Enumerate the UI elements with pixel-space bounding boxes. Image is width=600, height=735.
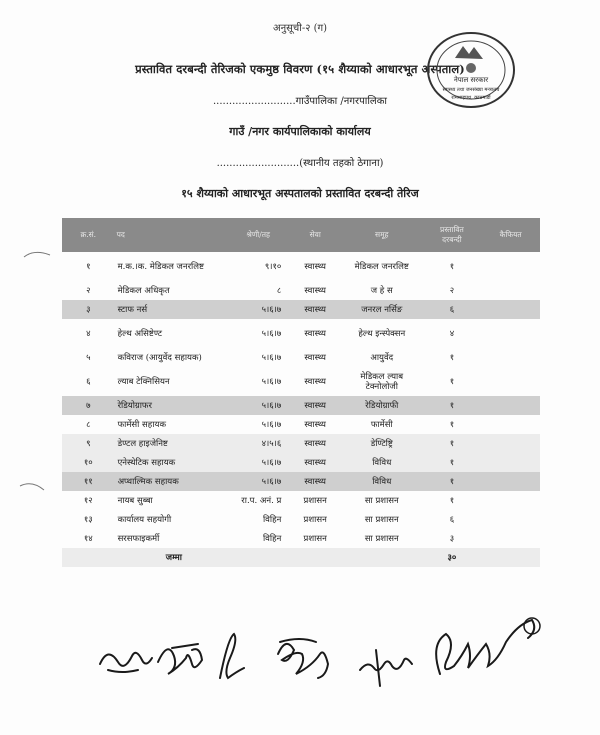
cell-group: ज हे स <box>370 285 393 296</box>
cell-count: १ <box>449 420 455 430</box>
table-row <box>62 453 540 472</box>
cell-post: एनेस्थेटिक सहायक <box>115 453 234 472</box>
cell-sn: ८ <box>86 420 91 430</box>
cell-sn: ५ <box>86 353 91 363</box>
cell-group: मेडिकल ल्याब टेक्नोलोजी <box>360 371 404 392</box>
cell-group: विविध <box>341 472 423 491</box>
cell-service: प्रशासन <box>303 496 327 506</box>
cell-count: १ <box>449 353 455 363</box>
cell-post: नायब सुब्बा <box>117 496 153 506</box>
signatures-area <box>88 604 558 722</box>
cell-remarks <box>481 434 540 453</box>
cell-service: स्वास्थ्य <box>289 453 341 472</box>
cell-count: ६ <box>449 515 455 525</box>
scan-mark-bottom <box>18 478 48 498</box>
cell-sn: १० <box>62 453 115 472</box>
cell-sn <box>62 548 115 567</box>
col-header-group: समूह <box>341 218 423 252</box>
cell-service: प्रशासन <box>303 515 327 525</box>
cell-sn: ७ <box>62 396 115 415</box>
table-row <box>62 491 540 510</box>
cell-class: ५।६।७ <box>233 396 289 415</box>
cell-service: स्वास्थ्य <box>289 472 341 491</box>
cell-remarks <box>481 252 540 281</box>
signature-1 <box>100 653 152 666</box>
cell-post: डेण्टल हाइजेनिष्ट <box>115 434 234 453</box>
cell-class: ५।६।७ <box>233 472 289 491</box>
cell-post: मेडिकल अधिकृत <box>117 286 170 296</box>
cell-service: स्वास्थ्य <box>304 377 326 387</box>
cell-post: स्टाफ नर्स <box>115 300 234 319</box>
cell-class: ८ <box>276 286 282 296</box>
table-row <box>62 319 540 348</box>
cell-class: ४।५।६ <box>233 434 289 453</box>
cell-count: ४ <box>449 329 455 339</box>
cell-count: १ <box>423 396 482 415</box>
cell-service: स्वास्थ्य <box>289 300 341 319</box>
cell-sn: ६ <box>86 377 91 387</box>
cell-class: ५।६।७ <box>261 377 282 387</box>
cell-class: विहिन <box>262 534 282 544</box>
cell-count: ६ <box>423 300 482 319</box>
table-row <box>62 510 540 529</box>
cell-group: फार्मेसी <box>370 419 393 430</box>
seal-text-line3: रामशाहपथ, काठमाडौं <box>451 95 491 101</box>
cell-count: १ <box>449 496 455 506</box>
cell-group: विविध <box>341 453 423 472</box>
cell-remarks <box>481 548 540 567</box>
table-total-row <box>62 548 540 567</box>
cell-service <box>289 548 341 567</box>
address-line: ..........................(स्थानीय तहको ठेगाना) <box>216 158 384 169</box>
table-row <box>62 348 540 367</box>
cell-class: ९।१० <box>264 262 282 272</box>
signature-3 <box>220 634 244 678</box>
cell-sn: १२ <box>83 496 93 506</box>
signature-4 <box>278 644 328 678</box>
table-header-row <box>62 218 540 252</box>
cell-remarks <box>481 491 540 510</box>
cell-class: ५।६।७ <box>261 420 282 430</box>
cell-post: कविराज (आयुर्वेद सहायक) <box>117 353 202 363</box>
table-row <box>62 252 540 281</box>
cell-class: ५।६।७ <box>233 300 289 319</box>
cell-remarks <box>481 319 540 348</box>
staffing-table <box>62 218 540 567</box>
cell-service: स्वास्थ्य <box>304 262 326 272</box>
cell-post: रेडियोग्राफर <box>115 396 234 415</box>
cell-class: ५।६।७ <box>233 453 289 472</box>
cell-remarks <box>481 472 540 491</box>
cell-remarks <box>481 281 540 300</box>
table-row <box>62 529 540 548</box>
cell-service: स्वास्थ्य <box>304 286 326 296</box>
cell-count: १ <box>423 472 482 491</box>
cell-sn: ११ <box>62 472 115 491</box>
cell-count: १ <box>449 377 455 387</box>
table-row <box>62 281 540 300</box>
cell-post: ल्याब टेक्निसियन <box>117 377 170 387</box>
table-title: १५ शैय्याको आधारभूत अस्पतालको प्रस्तावित दरबन्दी तेरिज <box>181 187 419 200</box>
cell-service: प्रशासन <box>303 534 327 544</box>
table-row <box>62 396 540 415</box>
cell-sn: ९ <box>62 434 115 453</box>
col-header-remarks: कैफियत <box>481 218 540 252</box>
cell-sn: २ <box>86 286 91 296</box>
cell-service: स्वास्थ्य <box>304 420 326 430</box>
cell-group <box>341 548 423 567</box>
cell-class: विहिन <box>262 515 282 525</box>
cell-remarks <box>481 510 540 529</box>
cell-group: हेल्थ इन्स्पेक्सन <box>358 328 406 339</box>
cell-count: १ <box>449 262 455 272</box>
cell-group: जनरल नर्सिङ <box>341 300 423 319</box>
cell-group: सा प्रशासन <box>364 495 399 506</box>
cell-post: फार्मेसी सहायक <box>117 420 166 430</box>
cell-post: कार्यालय सहयोगी <box>117 515 172 525</box>
cell-post: म.क.।क. मेडिकल जनरलिष्ट <box>117 262 204 272</box>
table-row <box>62 472 540 491</box>
signature-6 <box>436 620 534 674</box>
cell-remarks <box>481 367 540 396</box>
seal-text-line1: नेपाल सरकार <box>453 76 489 84</box>
col-header-count-line2: दरबन्दी <box>442 235 462 244</box>
document-title: प्रस्तावित दरबन्दी तेरिजको एकमुष्ठ विवरण (१५ शैय्याको आधारभूत अस्पताल) <box>135 62 465 76</box>
cell-class <box>233 548 289 567</box>
cell-sn: ४ <box>86 329 91 339</box>
cell-sn: ३ <box>62 300 115 319</box>
cell-remarks <box>481 348 540 367</box>
cell-group: सा प्रशासन <box>364 514 399 525</box>
cell-post: सरसफाइकर्मी <box>117 534 160 544</box>
scan-mark-top <box>22 245 52 265</box>
annex-label: अनुसूची-२ (ग) <box>272 23 328 34</box>
cell-count: १ <box>423 434 482 453</box>
cell-count: २ <box>449 286 455 296</box>
official-seal-stamp <box>425 28 517 110</box>
total-value: ३० <box>423 548 482 567</box>
col-header-post: पद <box>115 218 234 252</box>
cell-remarks <box>481 396 540 415</box>
col-header-count <box>423 218 482 252</box>
cell-count: १ <box>423 453 482 472</box>
cell-group: मेडिकल जनरलिष्ट <box>354 261 409 272</box>
cell-sn: १३ <box>83 515 93 525</box>
cell-class: ५।६।७ <box>261 329 282 339</box>
municipality-line: ..........................गाउँपालिका /नगरपालिका <box>213 96 387 107</box>
staffing-table-container <box>62 218 540 567</box>
cell-post: अप्थाल्मिक सहायक <box>115 472 234 491</box>
cell-remarks <box>481 453 540 472</box>
cell-class: ५।६।७ <box>261 353 282 363</box>
table-row <box>62 367 540 396</box>
col-header-sn: क्र.सं. <box>62 218 115 252</box>
cell-service: स्वास्थ्य <box>304 353 326 363</box>
cell-group: रेडियोग्राफी <box>341 396 423 415</box>
cell-sn: १ <box>86 262 91 272</box>
cell-remarks <box>481 529 540 548</box>
cell-service: स्वास्थ्य <box>289 434 341 453</box>
signature-2 <box>158 649 202 674</box>
seal-text-line2: स्वास्थ्य तथा जनसंख्या मन्त्रालय <box>442 87 500 93</box>
table-row <box>62 415 540 434</box>
cell-count: ३ <box>449 534 455 544</box>
cell-group: आयुर्वेद <box>370 352 394 363</box>
col-header-class: श्रेणी/तह <box>233 218 289 252</box>
total-label: जम्मा <box>115 548 234 567</box>
cell-remarks <box>481 415 540 434</box>
cell-remarks <box>481 300 540 319</box>
table-row <box>62 434 540 453</box>
cell-post: हेल्थ असिष्टेण्ट <box>117 329 163 339</box>
col-header-count-line1: प्रस्तावित <box>440 225 464 234</box>
cell-service: स्वास्थ्य <box>289 396 341 415</box>
col-header-service: सेवा <box>289 218 341 252</box>
office-line: गाउँ /नगर कार्यपालिकाको कार्यालय <box>229 125 371 138</box>
cell-sn: १४ <box>83 534 93 544</box>
table-row <box>62 300 540 319</box>
cell-group: डेण्टिष्ट्रि <box>341 434 423 453</box>
cell-service: स्वास्थ्य <box>304 329 326 339</box>
cell-group: सा प्रशासन <box>364 533 399 544</box>
signature-5 <box>360 659 412 671</box>
cell-class: रा.प. अनं. प्र <box>241 496 282 506</box>
